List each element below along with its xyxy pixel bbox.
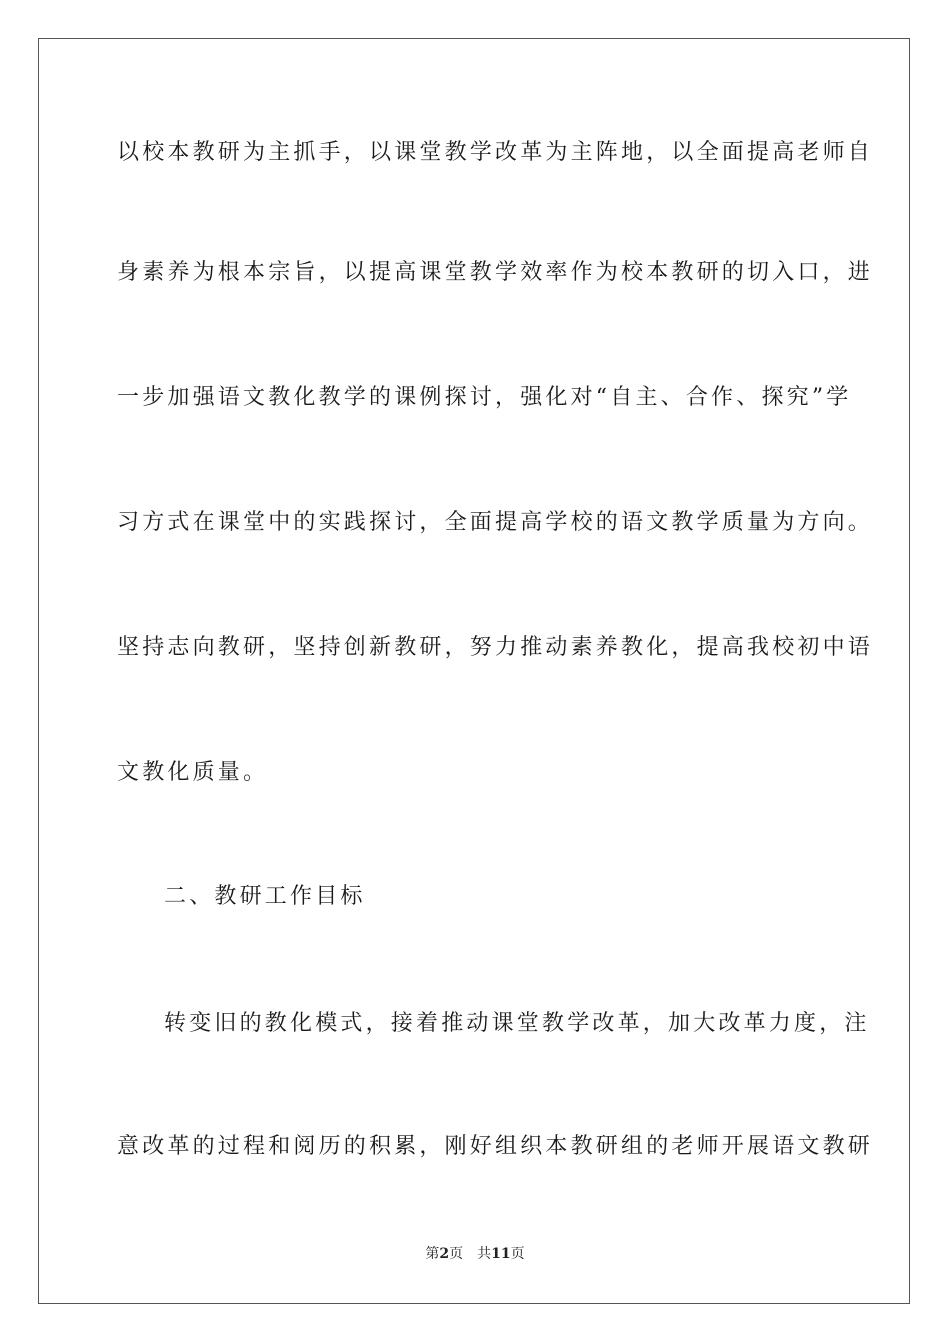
- page-number: 2: [439, 1246, 450, 1262]
- page-footer: [0, 1245, 950, 1263]
- total-suffix: 页: [510, 1246, 525, 1262]
- total-prefix: 共: [477, 1246, 492, 1262]
- page-prefix: 第: [425, 1246, 440, 1262]
- body-line-6: 文教化质量。: [117, 760, 269, 785]
- page-frame: [38, 38, 910, 1304]
- section-heading: 二、教研工作目标: [164, 884, 366, 909]
- body-line-1: 以校本教研为主抓手，以课堂教学改革为主阵地，以全面提高老师自: [117, 140, 874, 165]
- section-line-2: 意改革的过程和阅历的积累，刚好组织本教研组的老师开展语文教研: [117, 1134, 874, 1159]
- body-line-2: 身素养为根本宗旨，以提高课堂教学效率作为校本教研的切入口，进: [117, 260, 874, 285]
- total-pages: 11: [491, 1246, 511, 1262]
- section-line-1: 转变旧的教化模式，接着推动课堂教学改革，加大改革力度，注: [164, 1011, 870, 1036]
- body-line-4: 习方式在课堂中的实践探讨，全面提高学校的语文教学质量为方向。: [117, 510, 874, 535]
- body-line-3: 一步加强语文教化教学的课例探讨，强化对“自主、合作、探究”学: [117, 385, 852, 410]
- body-line-5: 坚持志向教研，坚持创新教研，努力推动素养教化，提高我校初中语: [117, 635, 874, 660]
- page-suffix: 页: [449, 1246, 464, 1262]
